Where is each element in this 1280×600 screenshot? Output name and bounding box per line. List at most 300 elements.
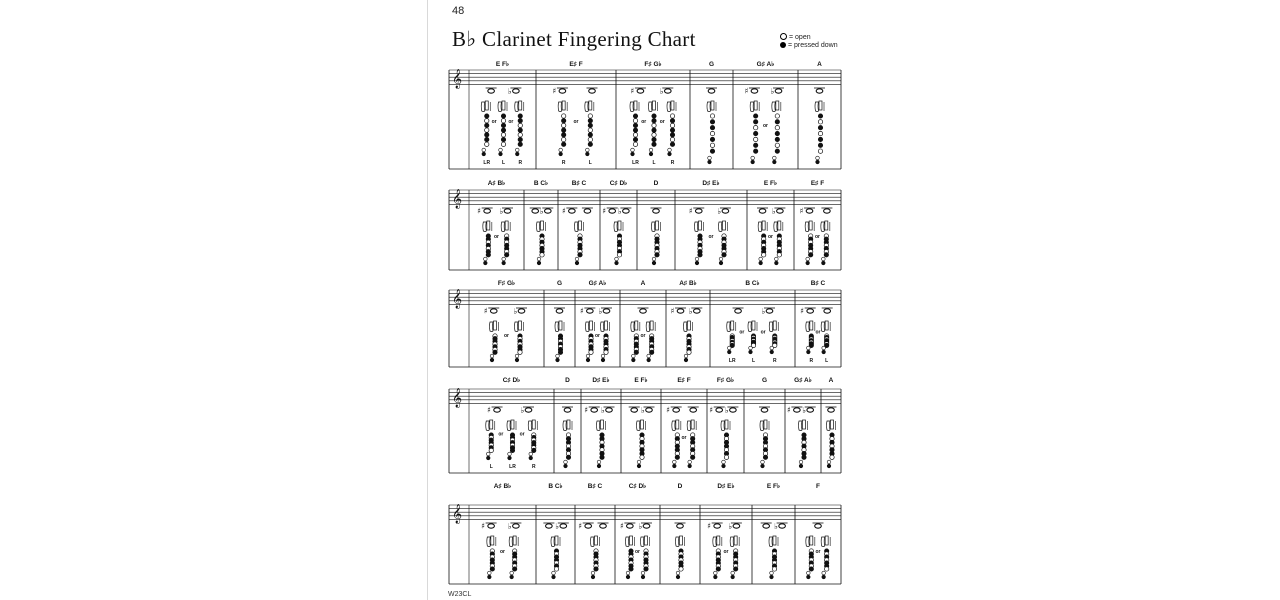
open-hole-icon [775,126,779,130]
or-label: or [760,329,766,336]
low-key-icon [484,257,488,261]
register-key-icon [626,537,630,547]
or-label: or [595,332,600,339]
low-key-icon [668,148,672,152]
flat-icon: ♭ [771,207,776,216]
note-head [532,209,539,213]
alt-fingering-label: L [588,160,592,166]
pressed-hole-icon [675,455,679,459]
sharp-icon: ♯ [709,405,714,415]
note-head [587,309,594,313]
open-hole-icon [633,133,637,137]
register-key-icon [537,222,541,232]
thumb-key-icon [831,420,834,429]
note-head [722,209,729,213]
low-key-icon [490,354,494,358]
alt-fingering-label: L [501,160,506,166]
low-key-icon [770,575,774,579]
note-head [484,209,491,213]
fingering-cell [706,88,717,164]
low-key-icon [652,261,656,265]
low-key-icon [508,452,512,456]
pressed-hole-icon [566,455,570,459]
pressed-hole-icon [600,455,604,459]
register-key-icon [750,102,754,112]
thumb-key-icon [725,420,728,429]
register-key-icon [637,421,641,431]
note-head [794,408,801,412]
low-key-icon [502,257,506,261]
pressed-hole-icon [518,119,522,123]
fingering-cell [552,87,597,167]
open-hole-icon [589,350,593,354]
thumb-key-icon [641,420,644,429]
register-key-icon [821,222,825,232]
or-label: or [815,548,821,555]
low-key-icon [816,160,820,164]
pressed-hole-icon [652,137,656,141]
low-key-icon [827,460,831,464]
note-name-label: E F♭ [495,61,510,68]
low-key-icon [502,261,506,265]
low-key-icon [822,571,826,575]
low-key-icon [499,148,503,152]
low-key-icon [559,148,563,152]
thumb-key-icon [680,536,683,545]
low-key-icon [488,575,492,579]
pressed-hole-icon [588,133,592,137]
low-key-icon [727,350,731,354]
alt-fingering-label: LR [728,358,736,364]
open-hole-icon [761,253,765,257]
low-key-icon [719,261,723,265]
sharp-icon: ♯ [579,306,584,316]
register-key-icon [509,537,513,547]
register-key-icon [758,222,762,232]
alt-fingering-label: R [518,160,523,166]
flat-icon: ♭ [638,522,643,531]
flat-icon: ♭ [507,87,512,96]
note-name-label: D [677,483,683,490]
sharp-icon: ♯ [800,306,805,316]
fingering-cell [675,523,686,579]
sharp-icon: ♯ [578,521,583,531]
low-key-icon [822,350,826,354]
low-key-icon [731,571,735,575]
alt-fingering-label: LR [509,464,516,470]
pressed-hole-icon [753,143,757,147]
open-hole-icon [588,114,592,118]
flat-icon: ♭ [659,87,664,96]
pressed-hole-icon [818,137,822,141]
thumb-key-icon [810,321,813,330]
flat-icon: ♭ [724,406,729,415]
low-key-icon [515,152,519,156]
pressed-hole-icon [485,133,489,137]
note-head [513,89,520,93]
low-key-icon [537,257,541,261]
pressed-hole-icon [532,448,536,452]
note-head [585,524,592,528]
or-label: or [519,431,525,438]
note-head [807,309,814,313]
pressed-hole-icon [518,114,522,118]
flat-icon: ♭ [728,522,733,531]
pressed-hole-icon [710,120,714,124]
flat-icon: ♭ [774,522,778,531]
note-head [766,309,773,313]
pressed-hole-icon [710,126,714,130]
note-head [646,408,653,412]
low-key-icon [708,156,712,160]
pressed-hole-icon [655,253,659,257]
flat-icon: ♭ [761,307,766,316]
open-hole-icon [617,253,621,257]
thumb-key-icon [595,536,598,545]
low-key-icon [631,152,635,156]
low-key-icon [806,261,810,265]
thumb-key-icon [752,321,755,330]
fingering-cell [486,406,538,471]
thumb-key-icon [653,101,656,110]
thumb-key-icon [601,420,604,429]
register-key-icon [772,102,776,112]
register-key-icon [585,102,589,112]
register-key-icon [760,421,764,431]
open-hole-icon [501,119,505,123]
fingering-cell [787,406,816,468]
fingering-cell [530,207,554,265]
register-key-icon [695,222,699,232]
flat-icon: ♭ [617,207,622,216]
open-hole-icon [588,137,592,141]
low-key-icon [586,358,590,362]
note-name-label: A♯ B♭ [493,483,512,490]
note-name-label: E♯ F [677,377,691,384]
thumb-key-icon [773,321,776,330]
flat-icon: ♭ [770,87,775,96]
low-key-icon [631,148,635,152]
note-name-label: C♯ D♭ [609,180,628,187]
open-hole-icon [652,123,656,127]
alt-fingering-label: R [670,160,675,166]
open-hole-icon [561,114,565,118]
pressed-hole-icon [753,120,757,124]
register-key-icon [806,322,810,332]
note-name-label: D [653,180,659,187]
register-key-icon [641,537,645,547]
note-head [556,309,563,313]
note-head [775,89,782,93]
open-hole-icon [518,123,522,127]
low-key-icon [499,152,503,156]
low-key-icon [799,460,803,464]
note-head [695,209,702,213]
open-hole-icon [540,253,544,257]
thumb-key-icon [688,321,691,330]
low-key-icon [822,261,826,265]
fingering-row [449,179,841,270]
low-key-icon [822,257,826,261]
note-head [716,408,723,412]
register-key-icon [730,537,734,547]
thumb-key-icon [634,101,637,110]
low-key-icon [807,575,811,579]
low-key-icon [727,346,731,350]
low-key-icon [695,261,699,265]
fingering-cell [707,522,742,579]
low-key-icon [552,571,556,575]
sharp-icon: ♯ [483,306,488,316]
pressed-hole-icon [518,137,522,141]
note-head [637,89,644,93]
sharp-icon: ♯ [688,206,693,216]
pressed-hole-icon [644,567,648,571]
open-hole-icon [775,143,779,147]
fingering-cell [666,406,699,468]
open-hole-icon [818,149,822,153]
register-key-icon [551,537,555,547]
pressed-hole-icon [652,119,656,123]
treble-clef-icon: 𝄞 [452,504,463,524]
note-name-label: B♯ C [587,483,603,490]
note-name-label: D [565,377,570,384]
pressed-hole-icon [578,253,582,257]
low-key-icon [586,148,590,152]
thumb-key-icon [650,321,653,330]
alt-fingering-label: L [489,464,493,470]
sharp-icon: ♯ [481,521,485,531]
note-head [824,209,831,213]
register-key-icon [652,222,656,232]
note-head [735,309,742,313]
thumb-key-icon [723,221,726,230]
pressed-hole-icon [710,137,714,141]
register-key-icon [486,421,490,431]
open-hole-icon [640,455,644,459]
register-key-icon [727,322,731,332]
pressed-hole-icon [670,128,674,132]
or-label: or [640,332,646,339]
note-name-label: A [640,280,646,287]
thumb-key-icon [656,221,659,230]
register-key-icon [649,102,653,112]
pressed-hole-icon [561,133,565,137]
fingering-cell [630,87,676,167]
pressed-hole-icon [629,567,633,571]
fingering-cell [759,407,770,468]
fingering-cell [651,208,662,265]
fingering-cell [477,207,513,265]
pressed-hole-icon [716,567,720,571]
thumb-key-icon [754,101,757,110]
low-key-icon [731,575,735,579]
page-number: 48 [452,5,465,17]
register-key-icon [481,102,485,112]
fingering-cell [757,207,785,265]
thumb-key-icon [819,101,822,110]
open-hole-icon [485,119,489,123]
note-name-label: B♯ C [810,280,826,287]
low-key-icon [615,257,619,261]
fingering-cell [562,207,593,265]
pressed-hole-icon [561,128,565,132]
open-hole-icon [588,128,592,132]
pressed-hole-icon [670,133,674,137]
note-head [730,408,737,412]
register-key-icon [719,222,723,232]
low-key-icon [529,452,533,456]
thumb-key-icon [717,536,720,545]
fingering-cell [543,522,568,579]
low-key-icon [688,460,692,464]
note-head [733,524,740,528]
low-key-icon [515,358,519,362]
low-key-icon [775,257,779,261]
note-head [673,408,680,412]
thumb-key-icon [825,221,828,230]
register-key-icon [748,322,752,332]
open-hole-icon [710,143,714,147]
fingering-chart [428,0,851,600]
fingering-cell [727,307,779,364]
note-head [714,524,721,528]
low-key-icon [649,148,653,152]
thumb-key-icon [762,221,765,230]
note-head [490,309,497,313]
note-head [545,209,552,213]
fingering-cell [629,406,655,468]
note-head [708,89,715,93]
low-key-icon [586,354,590,358]
low-key-icon [676,571,680,575]
low-key-icon [751,156,755,160]
thumb-key-icon [764,420,767,429]
note-head [488,524,495,528]
low-key-icon [641,575,645,579]
fingering-cell [484,307,527,362]
alt-fingering-label: R [531,464,536,470]
note-head [623,209,630,213]
thumb-key-icon [773,536,776,545]
low-key-icon [714,571,718,575]
thumb-key-icon [645,536,648,545]
note-name-label: E♯ F [569,61,583,68]
open-hole-icon [518,133,522,137]
thumb-key-icon [778,221,781,230]
note-name-label: G [708,61,715,68]
note-name-label: F♯ G♭ [497,280,516,287]
treble-clef-icon: 𝄞 [452,289,463,309]
pressed-hole-icon [512,567,516,571]
alt-fingering-label: R [561,160,566,166]
flat-icon: ♭ [598,307,603,316]
low-key-icon [775,261,779,265]
pressed-hole-icon [501,128,505,132]
or-label: or [500,548,505,555]
or-label: or [508,119,514,126]
alt-fingering-label: L [825,358,829,364]
open-hole-icon [772,567,776,571]
register-key-icon [515,322,519,332]
pressed-hole-icon [504,253,508,257]
sharp-icon: ♯ [666,405,671,415]
low-key-icon [722,460,726,464]
note-name-label: F♯ G♭ [716,377,735,384]
fingering-row [449,482,841,584]
register-key-icon [805,222,809,232]
pressed-hole-icon [670,142,674,146]
note-head [759,209,766,213]
note-head [591,408,598,412]
low-key-icon [626,571,630,575]
low-key-icon [591,575,595,579]
or-label: or [815,329,821,336]
page-footer: W23CL [448,591,472,598]
low-key-icon [799,464,803,468]
low-key-icon [597,460,601,464]
note-head [631,408,638,412]
thumb-key-icon [589,101,592,110]
or-label: or [723,548,729,555]
low-key-icon [806,257,810,261]
thumb-key-icon [491,536,494,545]
flat-icon: ♭ [513,307,518,316]
note-head [603,309,610,313]
note-head [751,89,758,93]
low-key-icon [488,571,492,575]
low-key-icon [676,575,680,579]
note-name-label: B C♭ [548,483,563,490]
register-key-icon [806,537,810,547]
note-head [564,408,571,412]
pressed-hole-icon [485,114,489,118]
alt-fingering-label: L [751,358,756,364]
open-hole-icon [777,253,781,257]
low-key-icon [486,452,490,456]
thumb-key-icon [579,221,582,230]
low-key-icon [591,571,595,575]
alt-fingering-label: LR [632,160,639,166]
open-hole-icon [679,567,683,571]
pressed-hole-icon [633,128,637,132]
note-head [559,89,566,93]
thumb-key-icon [630,536,633,545]
note-head [807,408,814,412]
pressed-hole-icon [710,149,714,153]
note-head [518,309,525,313]
open-hole-icon [687,350,691,354]
flat-icon: ♭ [520,406,525,415]
thumb-key-icon [513,536,516,545]
pressed-hole-icon [588,119,592,123]
thumb-key-icon [519,321,522,330]
note-name-label: F♯ G♭ [644,61,662,68]
thumb-key-icon [635,321,638,330]
pressed-hole-icon [493,350,497,354]
low-key-icon [529,456,533,460]
low-key-icon [632,354,636,358]
low-key-icon [773,156,777,160]
pressed-hole-icon [733,567,737,571]
sharp-icon: ♯ [670,306,675,316]
thumb-key-icon [519,101,522,110]
low-key-icon [773,160,777,164]
page-title: B♭ Clarinet Fingering Chart [452,27,696,51]
thumb-key-icon [541,221,544,230]
open-hole-icon [710,131,714,135]
open-hole-icon [775,114,779,118]
